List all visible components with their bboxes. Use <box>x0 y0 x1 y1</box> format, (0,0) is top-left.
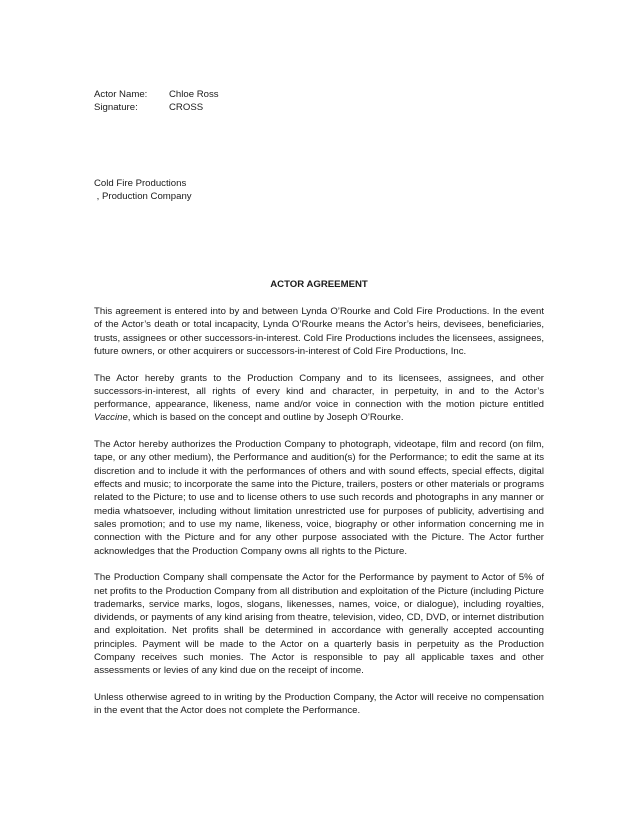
signature-row <box>94 101 219 114</box>
company-role: , Production Company <box>94 191 192 203</box>
paragraph-non-completion: Unless otherwise agreed to in writing by the Production Company, the Actor will receive no compensation in the event that the Actor does not complete the Performance. <box>94 691 544 717</box>
company-info <box>94 177 192 204</box>
picture-title: Vaccine <box>94 412 128 424</box>
paragraph-grant <box>94 372 544 425</box>
actor-info <box>94 88 219 115</box>
signature-value: CROSS <box>169 102 204 114</box>
paragraph-compensation: The Production Company shall compensate the Actor for the Performance by payment to Actor of 5% of net profits to the Production Company from all distribution and exploitation of the Picture (including Picture trademarks, service marks, logos, slogans, likenesses, names, voice, or dialogue), including royalties, dividends, or payments of any kind arising from theatre, television, video, CD, DVD, or internet distribution and exploitation. Net profits shall be determined in accordance with generally accepted accounting principles. Payment will be made to the Actor on a quarterly basis in perpetuity as the Production Company receives such monies. The Actor is responsible to pay all applicable taxes and other assessments or levies of any kind due on the receipt of income. <box>94 572 544 677</box>
actor-name-value: Chloe Ross <box>169 89 219 100</box>
document-title: ACTOR AGREEMENT <box>270 279 368 290</box>
agreement-body <box>94 305 544 731</box>
paragraph-grant-text: The Actor hereby grants to the Production Company and to its licensees, assignees, and other successors-in-interest, all rights of every kind and character, in perpetuity, in and to the Actor’s performance, appearance, likeness, name and/or voice in connection with the motion picture entitled <box>94 372 544 411</box>
actor-name-row <box>94 88 219 101</box>
paragraph-parties: This agreement is entered into by and between Lynda O’Rourke and Cold Fire Productions. In the event of the Actor’s death or total incapacity, Lynda O’Rourke means the Actor’s heirs, devisees, beneficiaries, trusts, assignees or other successors-in-interest. Cold Fire Productions includes the licensees, assignees, future owners, or other acquirers or successors-in-interest of Cold Fire Productions, Inc. <box>94 306 544 357</box>
signature-label: Signature: <box>94 102 138 114</box>
paragraph-grant-text-end: , which is based on the concept and outline by Joseph O’Rourke. <box>127 412 404 424</box>
paragraph-authorization: The Actor hereby authorizes the Production Company to photograph, videotape, film and record (on film, tape, or any other medium), the Performance and audition(s) for the Performance; to edit the same at its discretion and to include it with the performances of others and with sound effects, special effects, digital effects and music; to incorporate the same into the Picture, trailers, posters or other materials or programs related to the Picture; to use and to license others to use such records and photographs in any manner or media whatsoever, including without limitation unrestricted use for purposes of publicity, advertising and sales promotion; and to use my name, likeness, voice, biography or other information concerning me in connection with the Picture and for any other purpose associated with the Picture. The Actor further acknowledges that the Production Company owns all rights to the Picture. <box>94 439 544 557</box>
actor-name-label: Actor Name: <box>94 89 148 100</box>
company-name: Cold Fire Productions <box>94 178 187 189</box>
